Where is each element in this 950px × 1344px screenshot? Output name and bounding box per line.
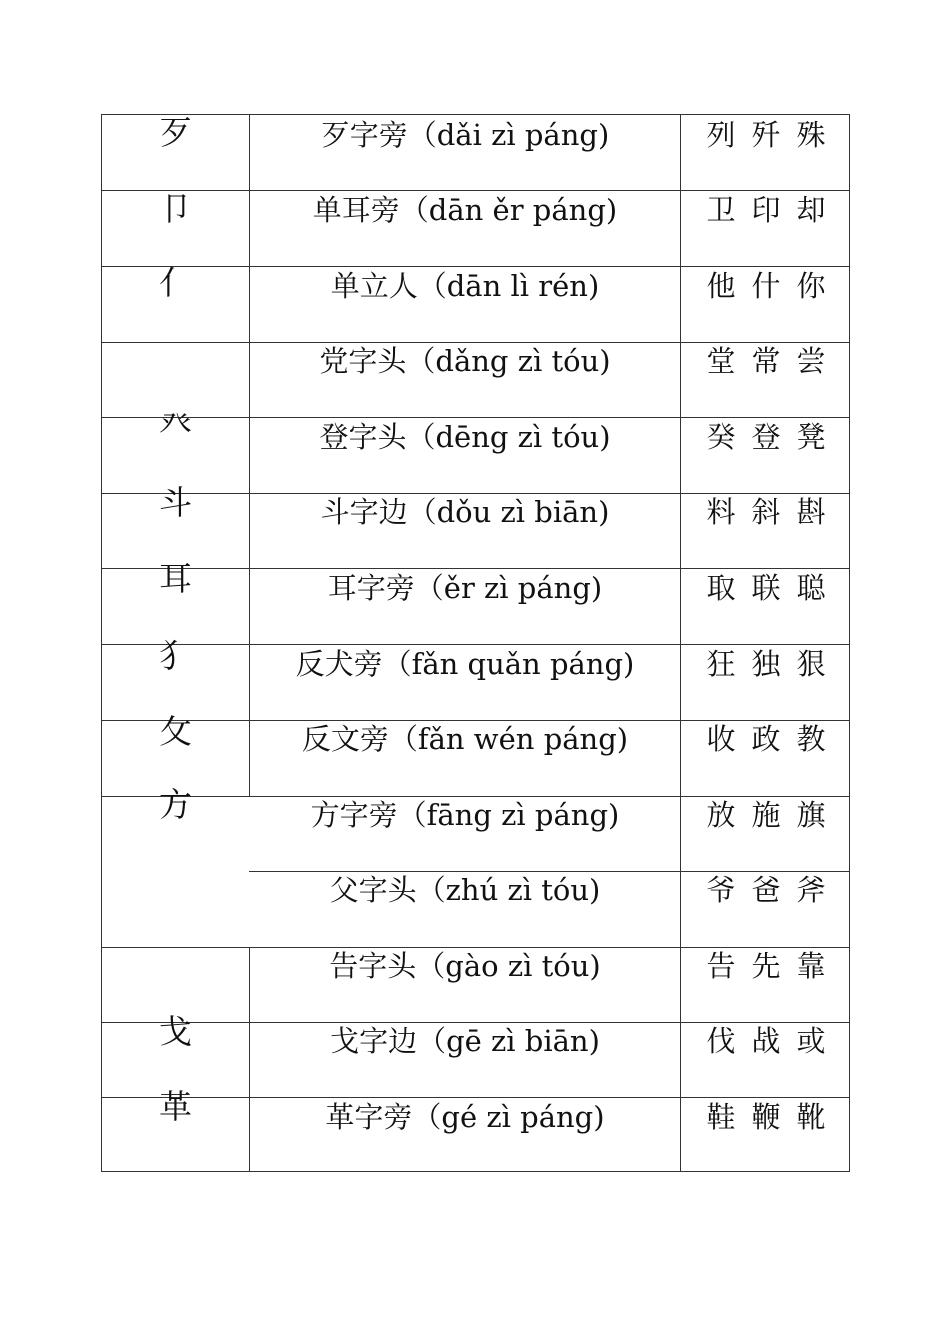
radical-name: 党字头（dǎng zì tóu) (319, 344, 611, 378)
radical-glyph: 革 (159, 1087, 192, 1126)
radical-glyph: 癶 (159, 405, 192, 444)
example-characters: 取联聪 (706, 571, 842, 605)
radical-name: 反文旁（fǎn wén páng) (301, 722, 629, 756)
radical-glyph: 戈 (159, 1012, 192, 1051)
radical-name: 戈字边（gē zì biān) (330, 1024, 600, 1058)
radical-name: 斗字边（dǒu zì biān) (320, 495, 610, 529)
example-characters: 卫印却 (706, 193, 842, 227)
example-characters: 爷爸斧 (706, 873, 842, 907)
radical-glyph: 斗 (159, 483, 192, 522)
example-characters: 狂独狠 (706, 647, 842, 681)
radical-name: 革字旁（gé zì páng) (325, 1100, 605, 1134)
radical-glyph: 卩 (159, 189, 192, 228)
radical-name: 父字头（zhú zì tóu) (329, 873, 601, 907)
radical-name: 方字旁（fāng zì páng) (310, 798, 620, 832)
radical-name: 歹字旁（dǎi zì páng) (320, 118, 610, 152)
radical-name: 反犬旁（fǎn quǎn páng) (295, 647, 635, 681)
radical-glyph: 方 (159, 785, 192, 824)
example-characters: 放施旗 (706, 798, 842, 832)
radical-glyph: 耳 (159, 559, 192, 598)
example-characters: 列歼殊 (706, 118, 842, 152)
radical-glyph: 攵 (159, 712, 192, 751)
radical-glyph: 犭 (159, 636, 192, 675)
radical-name: 单耳旁（dān ěr páng) (312, 193, 618, 227)
radical-name: 告字头（gào zì tóu) (329, 949, 601, 983)
radical-glyph: 亻 (159, 263, 192, 302)
example-characters: 他什你 (706, 269, 842, 303)
example-characters: 堂常尝 (706, 344, 842, 378)
radical-name: 登字头（dēng zì tóu) (319, 420, 611, 454)
example-characters: 料斜斟 (706, 495, 842, 529)
example-characters: 鞋鞭靴 (706, 1100, 842, 1134)
example-characters: 癸登凳 (706, 420, 842, 454)
example-characters: 收政教 (706, 722, 842, 756)
example-characters: 告先靠 (706, 949, 842, 983)
radical-name: 单立人（dān lì rén) (330, 269, 600, 303)
radical-table (101, 114, 850, 1172)
radical-name: 耳字旁（ěr zì páng) (327, 571, 603, 605)
example-characters: 伐战或 (706, 1024, 842, 1058)
radical-glyph: 歹 (159, 113, 192, 152)
